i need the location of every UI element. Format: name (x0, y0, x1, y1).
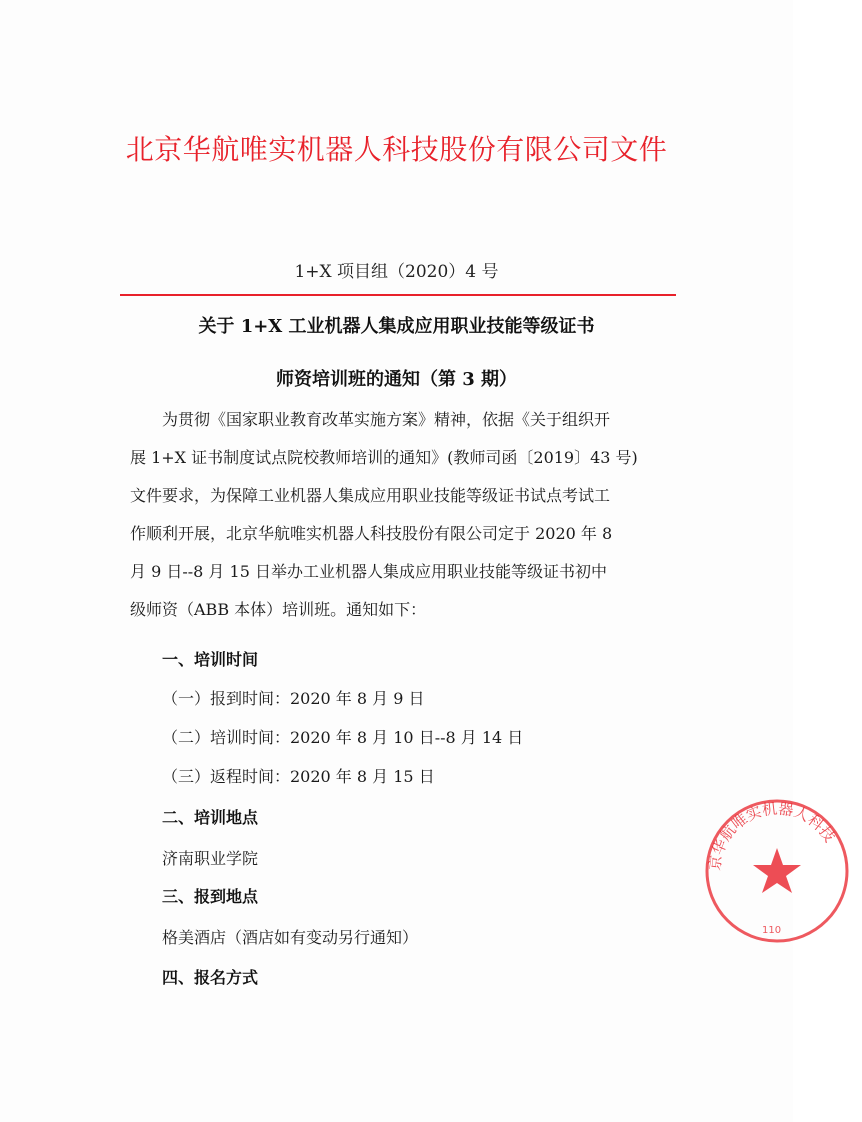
document-number: 1+X 项目组（2020）4 号 (294, 262, 499, 282)
intro-line: 级师资（ABB 本体）培训班。通知如下： (130, 600, 427, 619)
seal-text-top: 京华航唯实机器人科技 (705, 799, 839, 872)
return-time-item: （三）返程时间：2020 年 8 月 15 日 (162, 767, 435, 786)
organization-title: 北京华航唯实机器人科技股份有限公司文件 (125, 133, 668, 166)
seal-text-bottom: 110 (762, 925, 782, 936)
notice-title-line-1: 关于 1+X 工业机器人集成应用职业技能等级证书 (198, 316, 595, 337)
seal-graphic (702, 796, 862, 946)
seal-star-icon (753, 848, 801, 893)
company-seal-stamp (702, 796, 839, 946)
intro-line: 展 1+X 证书制度试点院校教师培训的通知》(教师司函〔2019〕43 号) (130, 448, 638, 467)
section-heading-training-location: 二、培训地点 (162, 808, 259, 827)
intro-line: 为贯彻《国家职业教育改革实施方案》精神，依据《关于组织开 (162, 410, 611, 429)
training-time-item: （二）培训时间：2020 年 8 月 10 日--8 月 14 日 (162, 728, 524, 747)
training-location-value: 济南职业学院 (162, 849, 259, 868)
section-heading-registration: 四、报名方式 (162, 968, 259, 987)
intro-line: 作顺利开展，北京华航唯实机器人科技股份有限公司定于 2020 年 8 (130, 524, 613, 543)
notice-title-line-2: 师资培训班的通知（第 3 期） (275, 369, 518, 390)
check-in-time-item: （一）报到时间：2020 年 8 月 9 日 (162, 689, 425, 708)
section-heading-training-time: 一、培训时间 (162, 650, 259, 669)
section-heading-check-in-location: 三、报到地点 (162, 887, 259, 906)
check-in-location-value: 格美酒店（酒店如有变动另行通知） (162, 928, 419, 947)
red-divider-line (120, 294, 676, 296)
intro-line: 文件要求，为保障工业机器人集成应用职业技能等级证书试点考试工 (130, 486, 611, 505)
intro-line: 月 9 日--8 月 15 日举办工业机器人集成应用职业技能等级证书初中 (130, 562, 607, 581)
